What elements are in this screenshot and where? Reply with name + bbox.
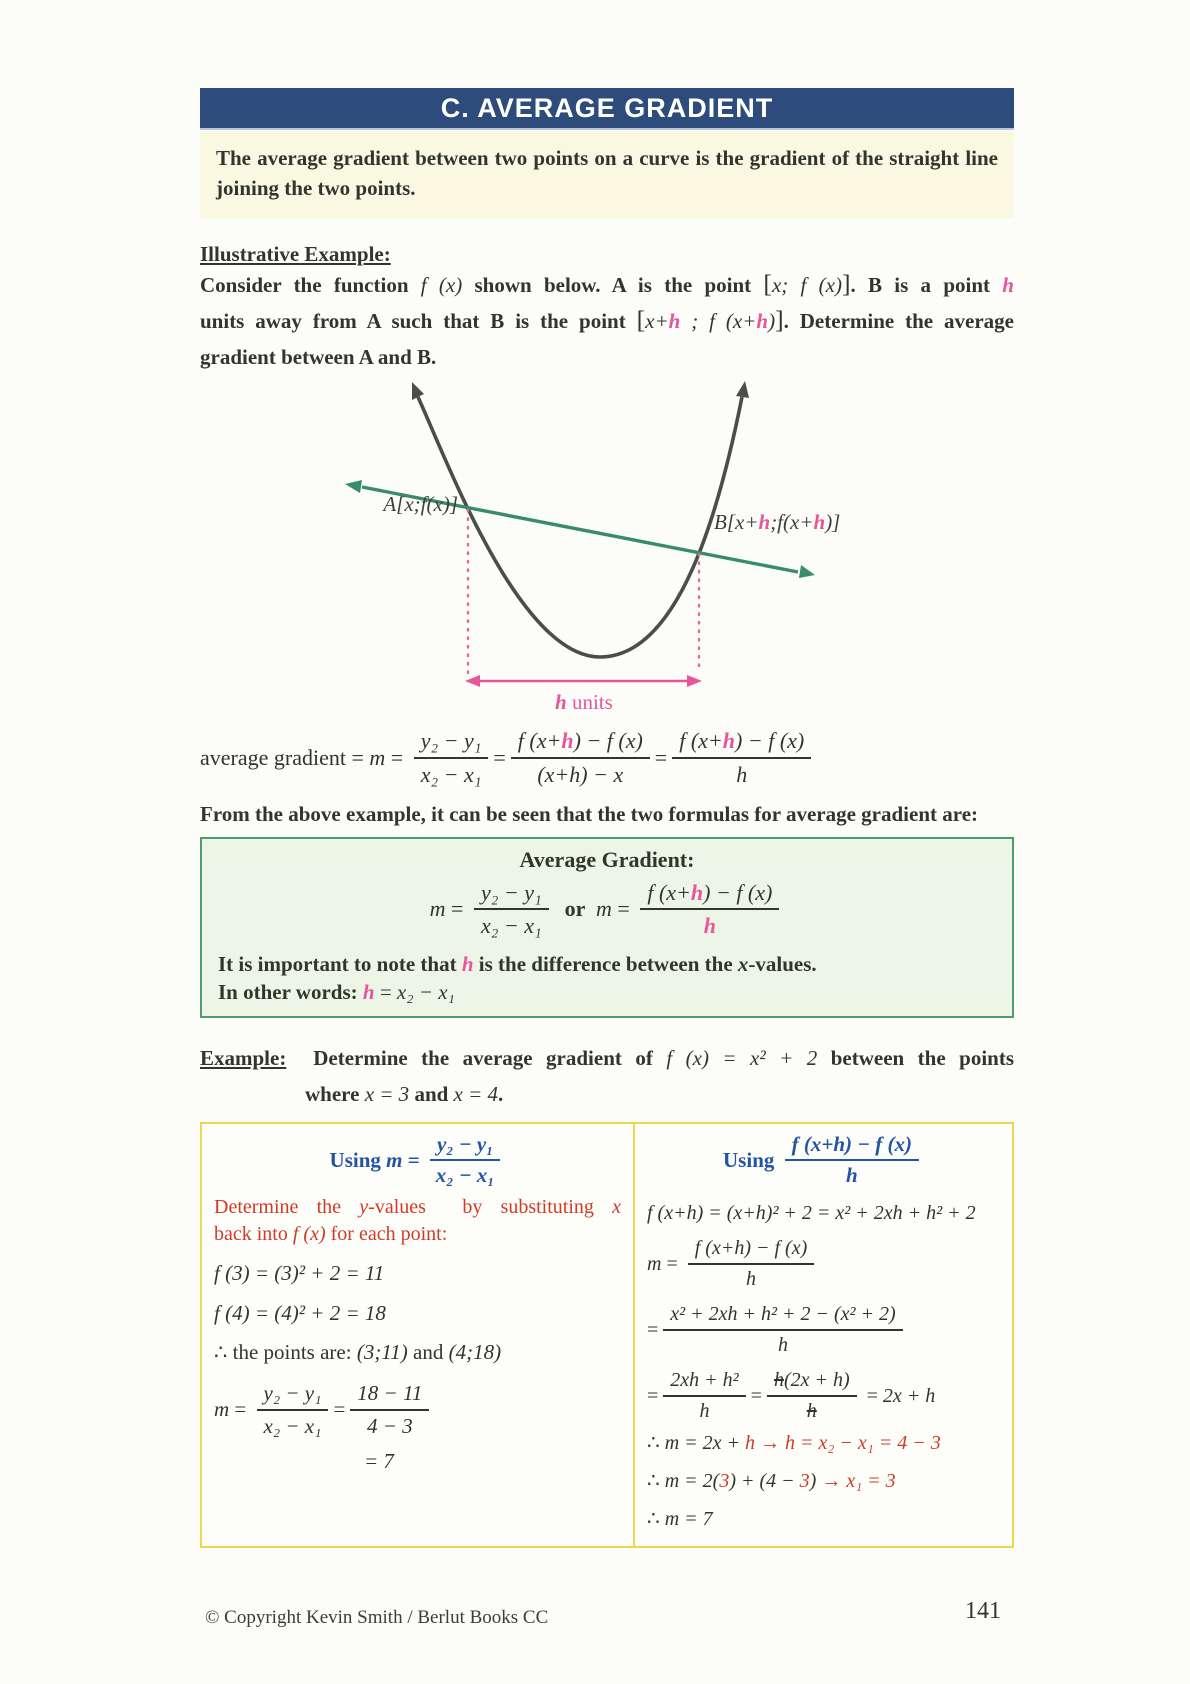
fraction: $\frac{\text{y₂ − y₁}}{\text{x₂ − x₁}}$ <box>430 1132 501 1188</box>
solution-table <box>200 1122 1014 1548</box>
curve-arrowhead-right-icon <box>736 381 749 398</box>
fraction: $\frac{\text{2xh + h²}}{h}$ <box>663 1368 745 1424</box>
equals-sign: = <box>493 744 506 770</box>
illustrative-example-heading: Illustrative Example: <box>200 241 391 266</box>
left-result: = 7 <box>364 1448 394 1473</box>
definition-text: The average gradient between two points on a curve is the gradient of the straight line joining the two points. <box>216 146 998 201</box>
example-line-1: Example: Determine the average gradient of f (x) = x² + 2 between the points <box>200 1046 1014 1071</box>
fraction: $\frac{f (x+h) - f (x)}{h}$ <box>785 1132 919 1188</box>
box-note-1: It is important to note that h is the difference between the x-values. <box>218 951 817 976</box>
example-line-2: where x = 3 and x = 4. <box>305 1082 504 1107</box>
page-content <box>200 88 1014 1548</box>
intro-line-1: Consider the function f (x) shown below. A is the point [x; f (x)]. B is a point h <box>200 268 1014 298</box>
equals-sign: = <box>647 1318 659 1341</box>
h-arrowhead-left-icon <box>465 675 480 687</box>
copyright-notice: © Copyright Kevin Smith / Berlut Books CC <box>205 1607 549 1628</box>
box-note-2: In other words: h = x₂ − x₁ <box>218 979 455 1004</box>
box-formula <box>218 879 996 940</box>
left-m-equation: m = $\frac{\text{y₂ − y₁}}{\text{x₂ − x₁}}$ = $\frac{18 - 11}{4 - 3}$ <box>214 1380 621 1439</box>
parabola-graph <box>330 377 990 717</box>
right-substitution-step <box>647 1302 1000 1358</box>
b-point-label: B[x+h;f(x+h)] <box>714 510 841 535</box>
fraction-y-over-x: $\frac{\text{y₂ − y₁}}{\text{x₂ − x₁}}$ <box>414 727 489 788</box>
equals-sign: = <box>654 744 668 770</box>
equals-sign: = <box>750 1384 762 1407</box>
left-step-f4: f (4) = (4)² + 2 = 18 <box>214 1300 386 1325</box>
fraction: $\frac{\text{y₂ − y₁}}{\text{x₂ − x₁}}$ <box>257 1380 329 1439</box>
fraction: $\frac{18 - 11}{4 - 3}$ <box>350 1380 429 1439</box>
equals-sign: = <box>647 1384 659 1407</box>
right-expand-line: f (x+h) = (x+h)² + 2 = x² + 2xh + h² + 2 <box>647 1202 976 1225</box>
right-m-definition: m = $\frac{f (x+h) - f (x)}{h}$ <box>647 1236 1000 1292</box>
left-column-heading: Using m = $\frac{\text{y₂ − y₁}}{\text{x₂ − x₁}}$ <box>214 1132 621 1188</box>
equals-sign: = <box>333 1397 346 1422</box>
page-number: 141 <box>965 1598 1001 1624</box>
right-column-heading: Using $\frac{f (x+h) - f (x)}{h}$ <box>647 1132 1000 1188</box>
a-point-label: A[x;f(x)] <box>383 492 458 517</box>
fraction-f-over-xhx: $\frac{f (x+h) - f (x)}{(x+h) - x}$ <box>511 727 650 788</box>
h-units-label: h units <box>555 690 613 715</box>
fraction-cancelled-h: $\frac{h(2x + h)}{h}$ <box>767 1368 857 1424</box>
fraction: $\frac{f (x+h) - f (x)}{h}$ <box>688 1236 815 1292</box>
average-gradient-box <box>200 837 1014 1019</box>
fraction: $\frac{\text{x² + 2xh + h² + 2 − (x² + 2)}}{h}$ <box>663 1302 902 1358</box>
right-simplify-step: = $\frac{\text{2xh + h²}}{h}$ = $\frac{h(2x + h)}{h}$ = 2x + h <box>647 1369 936 1423</box>
box-heading: Average Gradient: <box>519 846 695 872</box>
average-gradient-formula <box>200 727 1014 788</box>
left-instruction-1: Determine the y-values by substituting x <box>214 1196 621 1219</box>
solution-left-column <box>202 1124 635 1546</box>
left-points-line: ∴ the points are: (3;11) and (4;18) <box>214 1340 502 1365</box>
intro-line-2: units away from A such that B is the point [x+h ; f (x+h)]. Determine the average <box>200 304 1014 334</box>
secant-arrowhead-right-icon <box>799 565 815 578</box>
section-header-bar <box>200 88 1014 128</box>
fraction-f-over-h: $\frac{f (x+h) - f (x)}{h}$ <box>640 879 779 940</box>
fraction-y-over-x: $\frac{\text{y₂ − y₁}}{\text{x₂ − x₁}}$ <box>474 879 549 940</box>
page-title: C. AVERAGE GRADIENT <box>440 92 774 123</box>
intro-line-3: gradient between A and B. <box>200 345 437 370</box>
solution-right-column <box>635 1124 1012 1546</box>
h-arrowhead-right-icon <box>687 675 702 687</box>
formula-lead: average gradient = m = <box>200 744 409 770</box>
formula-lead: m = <box>429 896 469 922</box>
left-step-f3: f (3) = (3)² + 2 = 11 <box>214 1261 385 1286</box>
definition-box <box>200 131 1014 218</box>
right-therefore-3: ∴ m = 7 <box>647 1508 713 1531</box>
or-connector: or m = <box>553 896 636 922</box>
fraction-f-over-h: $\frac{f (x+h) - f (x)}{h}$ <box>672 727 811 788</box>
right-therefore-2: ∴ m = 2(3) + (4 − 3) → x₁ = 3 <box>647 1470 896 1493</box>
parabola-curve <box>418 397 742 657</box>
right-therefore-1: ∴ m = 2x + h → h = x₂ − x₁ = 4 − 3 <box>647 1432 941 1455</box>
from-above-text: From the above example, it can be seen that the two formulas for average gradient are: <box>200 802 979 827</box>
graph-area <box>200 377 1014 717</box>
left-instruction-2: back into f (x) for each point: <box>214 1223 448 1246</box>
secant-arrowhead-left-icon <box>345 480 362 493</box>
